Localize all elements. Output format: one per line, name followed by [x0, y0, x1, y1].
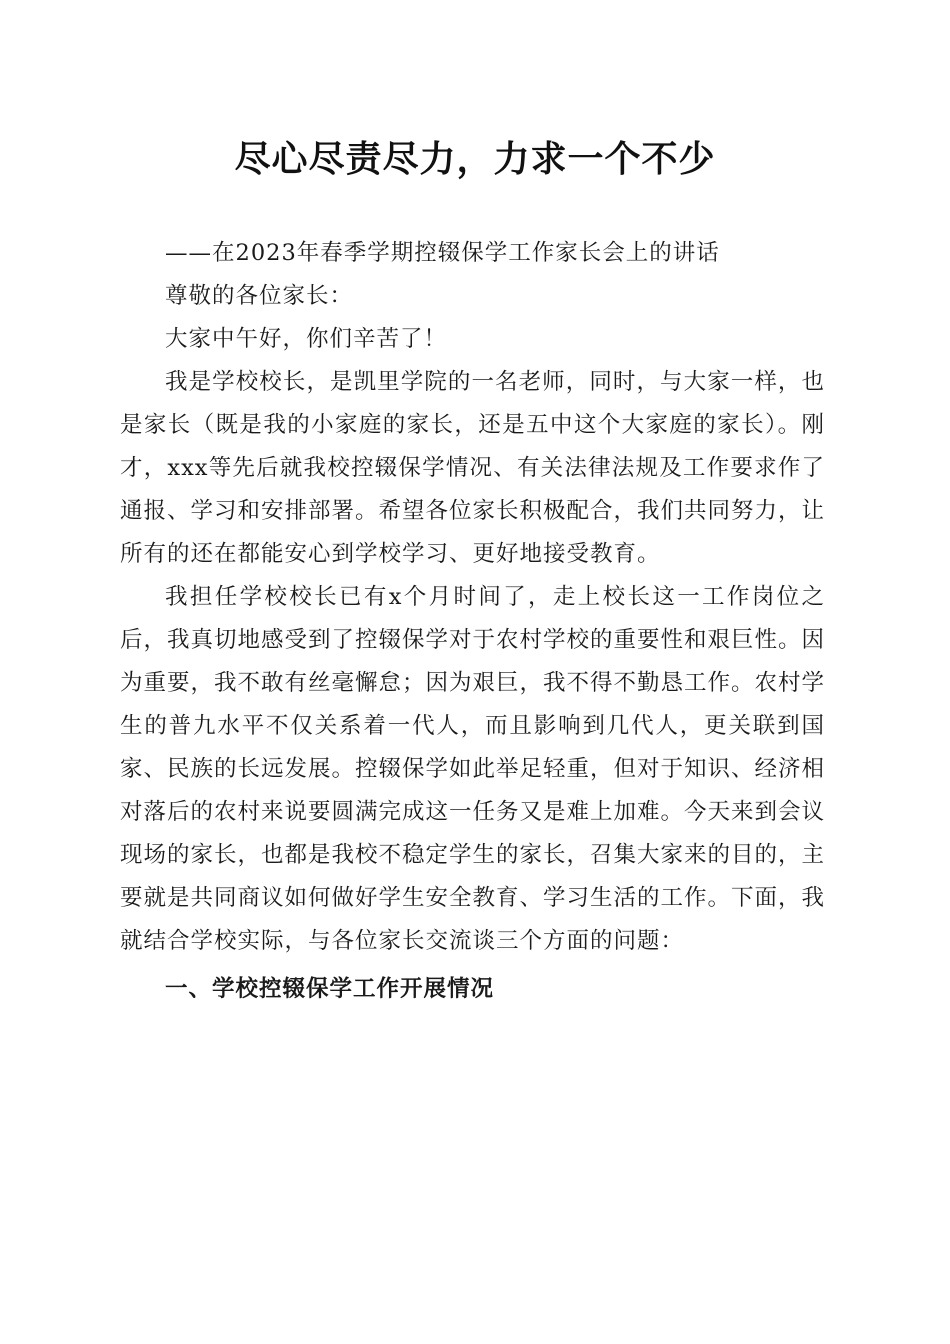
body-paragraph: 我担任学校校长已有x个月时间了，走上校长这一工作岗位之后，我真切地感受到了控辍保学对于农村学校的重要性和艰巨性。因为重要，我不敢有丝毫懈怠；因为艰巨，我不得不勤恳工作。农村学生的普九水平不仅关系着一代人，而且影响到几代人，更关联到国家、民族的长远发展。控辍保学如此举足轻重，但对于知识、经济相对落后的农村来说要圆满完成这一任务又是难上加难。今天来到会议现场的家长，也都是我校不稳定学生的家长，召集大家来的目的，主要就是共同商议如何做好学生安全教育、学习生活的工作。下面，我就结合学校实际，与各位家长交流谈三个方面的问题： — [120, 584, 826, 954]
salutation: 尊敬的各位家长： — [165, 283, 354, 309]
document-body — [120, 232, 825, 1011]
document-subtitle: ——在2023年春季学期控辍保学工作家长会上的讲话 — [165, 240, 720, 266]
document-title: 尽心尽责尽力，力求一个不少 — [234, 138, 716, 180]
section-heading: 一、学校控辍保学工作开展情况 — [165, 976, 495, 1002]
greeting: 大家中午好，你们辛苦了！ — [165, 326, 448, 352]
body-paragraph: 我是学校校长，是凯里学院的一名老师，同时，与大家一样，也是家长（既是我的小家庭的家长，还是五中这个大家庭的家长）。刚才，xxx等先后就我校控辍保学情况、有关法律法规及工作要求作了通报、学习和安排部署。希望各位家长积极配合，我们共同努力，让所有的还在都能安心到学校学习、更好地接受教育。 — [120, 369, 826, 567]
